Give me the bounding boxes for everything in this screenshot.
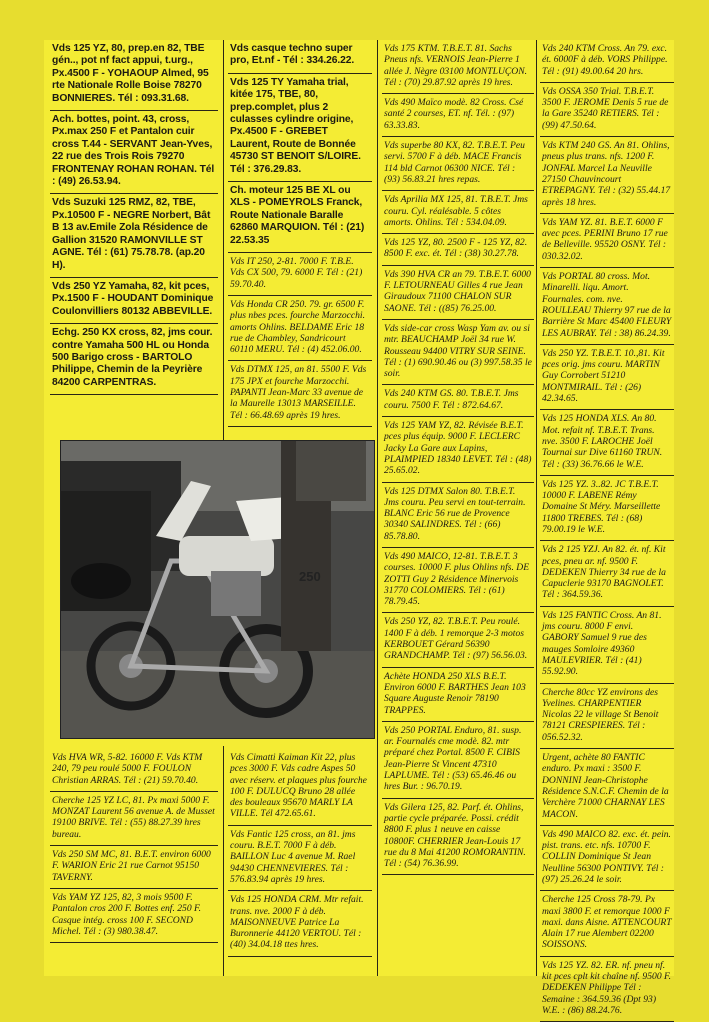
classified-ad: Vds 490 MAICO, 12-81. T.B.E.T. 3 courses. 10000 F. plus Ohlins nfs. DE ZOTTI Guy 2 Résidence Minervois 31770 COLOMIERS. Tél : (61) 78.79.45.	[382, 548, 534, 613]
classified-ad: Achète HONDA 250 XLS B.E.T. Environ 6000 F. BARTHES Jean 103 Square Auguste Renoir 78190 TRAPPES.	[382, 668, 534, 722]
classified-ad: Vds 250 YZ, 82. T.B.E.T. Peu roulé. 1400 F à déb. 1 remorque 2-3 motos KERBOUET Gérard 56390 GRANDCHAMP. Tél : (97) 56.56.03.	[382, 613, 534, 667]
classified-ad: Echg. 250 KX cross, 82, jms cour. contre Yamaha 500 HL ou Honda 500 Barigo cross - BARTOLO Philippe, Chemin de la Peyrière 84200 CARPENTRAS.	[50, 324, 218, 395]
bottom-column-2	[228, 749, 372, 957]
classified-ad: Vds OSSA 350 Trial. T.B.E.T. 3500 F. JEROME Denis 5 rue de la Gare 35240 RETIERS. Tél : (99) 47.50.64.	[540, 83, 674, 137]
classified-ad: Vds 175 KTM. T.B.E.T. 81. Sachs Pneus nfs. VERNOIS Jean-Pierre 1 allée J. Nègre 03100 MONTLUÇON. Tél : (70) 29.87.92 après 19 hres.	[382, 40, 534, 94]
classified-ad: Vds Honda CR 250. 79. gr. 6500 F. plus nbes pces. fourche Marzocchi. amorts Ohlins. BELDAME Eric 18 rue de Chambley, Sandricourt 60110 MERU. Tél : (4) 452.06.00.	[228, 296, 372, 361]
classified-ad: Cherche 125 Cross 78-79. Px maxi 3800 F. et remorque 1000 F maxi. dans Aisne. ATTENCOURT Alain 17 rue Alembert 02200 SOISSONS.	[540, 891, 674, 956]
classified-ad: Vds 250 PORTAL Enduro, 81. susp. ar. Fournalés cme modè. 82. mtr préparé chez Portal. 8500 F. CIBIS Jean-Pierre St Vincent 47310 LAPLUME. Tél : (53) 65.46.46 ou hres Bur. : 96.70.19.	[382, 722, 534, 799]
classified-ad: Vds 125 YZ, 80, prep.en 82, TBE gén.., pot nf fact appui, t.urg., Px.4500 F - YOHAOUP Almed, 95 rte Nationale Rolle Boise 78270 BONNIERES. Tél : 093.31.68.	[50, 40, 218, 111]
classified-ad: Vds KTM 240 GS. An 81. Ohlins, pneus plus trans. nfs. 1200 F. JONFAL Marcel La Neuville 27150 Chauvincourt ETREPAGNY. Tél : (32) 55.44.17 après 18 hres.	[540, 137, 674, 214]
classified-ad: Vds 240 KTM Cross. An 79. exc. ét. 6000F à déb. VORS Philippe. Tél : (91) 49.00.64 20 hrs.	[540, 40, 674, 83]
classified-ad: Vds 490 MAICO 82. exc. ét. pein. pist. trans. etc. nfs. 10700 F. COLLIN Dominique St Jean Neulline 56300 PONTIVY. Tél : (97) 25.26.24 le soir.	[540, 826, 674, 891]
classified-ad: Vds Aprilia MX 125, 81. T.B.E.T. Jms couru. Cyl. réalésable. 5 côtes amorts. Ohlins. Tél : 534.04.09.	[382, 191, 534, 234]
classified-ad: Vds DTMX 125, an 81. 5500 F. Vds 175 JPX et fourche Marzocchi. PAPANTI Jean-Marc 33 avenue de la Maurelle 13013 MARSEILLE. Tél : 66.48.69 après 19 hres.	[228, 361, 372, 426]
classified-ad: Vds 125 YAM YZ, 82. Révisée B.E.T. pces plus équip. 9000 F. LECLERC Jacky La Gare aux Lapins, PLAIMPIED 18340 LEVET. Tél : (48) 25.65.02.	[382, 417, 534, 482]
classified-ad: Ach. bottes, point. 43, cross, Px.max 250 F et Pantalon cuir cross T.44 - SERVANT Jean-Yves, 22 rue des Trois Rois 79270 FRONTENAY ROHAN ROHAN. Tél : (49) 26.53.94.	[50, 111, 218, 194]
classified-ad: Vds 250 SM MC, 81. B.E.T. environ 6000 F. WARION Eric 21 rue Carnot 95150 TAVERNY.	[50, 846, 218, 889]
classified-ad: Vds PORTAL 80 cross. Mot. Minarelli. liqu. Amort. Fournales. com. nve. ROULLEAU Thierry 97 rue de la Barrière St Marc 45400 FLEURY LES AUBRAY. Tél : 38) 86.24.39.	[540, 268, 674, 345]
classified-ad: Vds Cimatti Kaiman Kit 22, plus pces 3000 F. Vds cadre Aspes 50 avec réserv. et plaques plus fourche 100 F. DULUCQ Bruno 28 allée des bouleaux 95670 MARLY LA VILLE. Tél 472.65.61.	[228, 749, 372, 826]
classified-ad: Ch. moteur 125 BE XL ou XLS - POMEYROLS Franck, Route Nationale Baralle 62860 MARQUION. Tél : (21) 22.53.35	[228, 182, 372, 253]
classified-ad: Vds 490 Maïco modè. 82 Cross. Csé santé 2 courses, ET. nf. Tél. : (97) 63.33.83.	[382, 94, 534, 137]
classified-ad: Urgent, achète 80 FANTIC enduro. Px maxi : 3500 F. DONNINI Jean-Christophe Résidence S.N.C.F. Chemin de la Verchère 71000 CHARNAY LES MACON.	[540, 749, 674, 826]
classified-ad: Vds Suzuki 125 RMZ, 82, TBE, Px.10500 F - NEGRE Norbert, Bât B 13 av.Emile Zola Résidence de Gallion 31520 RAMONVILLE ST AGNE. Tél : (61) 75.78.78. (ap.20 H).	[50, 194, 218, 277]
classified-ad: Vds superbe 80 KX, 82. T.B.E.T. Peu servi. 5700 F à déb. MACE Francis 114 bld Carnot 06300 NICE. Tél : (93) 56.83.21 hres repas.	[382, 137, 534, 191]
column-1	[50, 40, 218, 395]
classified-ad: Vds 250 YZ Yamaha, 82, kit pces, Px.1500 F - HOUDANT Dominique Coulonvilliers 80132 ABBEVILLE.	[50, 278, 218, 324]
classified-ad: Vds 240 KTM GS. 80. T.B.E.T. Jms couru. 7500 F. Tél : 872.64.67.	[382, 385, 534, 417]
classified-ad: Vds 125 HONDA XLS. An 80. Mot. refait nf. T.B.E.T. Trans. nve. 3500 F. LAROCHE Joël Tournai sur Dive 61160 TRUN. Tél : (33) 36.76.66 le W.E.	[540, 410, 674, 475]
column-divider	[223, 746, 224, 976]
classified-ad: Vds YAM YZ. 81. B.E.T. 6000 F avec pces. PERINI Bruno 17 rue de Belleville. 95520 OSNY. Tél : 030.32.02.	[540, 214, 674, 268]
classified-ad: Vds 125 YZ, 80. 2500 F - 125 YZ, 82. 8500 F. exc. ét. Tél : (38) 30.27.78.	[382, 234, 534, 266]
classified-ad: Vds 390 HVA CR an 79. T.B.E.T. 6000 F. LETOURNEAU Gilles 4 rue Jean Giraudoux 71100 CHALON SUR SAONE. Tél : ((85) 76.25.00.	[382, 266, 534, 320]
classified-ad: Vds 125 TY Yamaha trial, kitée 175, TBE, 80, prep.complet, plus 2 culasses cylindre origine, Px.4500 F - GREBET Laurent, Route de Bonnée 45730 ST BENOIT S/LOIRE. Tél : 376.29.83.	[228, 74, 372, 182]
classified-ad: Vds side-car cross Wasp Yam av. ou si mtr. BEAUCHAMP Joël 34 rue W. Rousseau 94400 VITRY SUR SEINE. Tél : (1) 690.90.46 ou (3) 997.58.35 le soir.	[382, 320, 534, 385]
classified-ad: Vds 250 YZ. T.B.E.T. 10.,81. Kit pces orig. jms couru. MARTIN Guy Corrobert 51210 MONTMIRAIL. Tél : (26) 42.34.65.	[540, 345, 674, 410]
motorcycle-illustration	[61, 441, 374, 738]
column-4	[540, 40, 674, 1022]
classified-ad: Vds 2 125 YZJ. An 82. ét. nf. Kit pces, pneu ar. nf. 9500 F. DEDEKEN Thierry 34 rue de la Capuclerie 93170 BAGNOLET. Tél : 364.59.36.	[540, 541, 674, 606]
classified-ad: Vds 125 DTMX Salon 80. T.B.E.T. Jms couru. Peu servi en tout-terrain. BLANC Eric 56 rue de Provence 30340 SALINDRES. Tél : (66) 85.78.80.	[382, 483, 534, 548]
classified-ad: Vds 125 YZ. 3..82. JC T.B.E.T. 10000 F. LABENE Rémy Domaine St Méry. Marseillette 11800 TREBES. Tél : (68) 79.00.19 le W.E.	[540, 476, 674, 541]
classified-ad: Vds Gilera 125, 82. Parf. ét. Ohlins, partie cycle préparée. Possi. crédit 8800 F. plus 1 neuve en caisse 10800F. CHERRIER Jean-Louis 17 rue du 8 Mai 41200 ROMORANTIN. Tél : (54) 76.36.99.	[382, 799, 534, 876]
classified-ad: Vds 125 HONDA CRM. Mtr refait. trans. nve. 2000 F à déb. MAISONNEUVE Patrice La Buronnerie 44120 VERTOU. Tél : (40) 34.04.18 ttes hres.	[228, 891, 372, 956]
classified-ad: Vds casque techno super pro, Et.nf - Tél : 334.26.22.	[228, 40, 372, 74]
column-3	[382, 40, 534, 875]
motocross-photo	[60, 440, 375, 739]
classified-ad: Vds Fantic 125 cross, an 81. jms couru. B.E.T. 7000 F à déb. BAILLON Luc 4 avenue M. Rael 94430 CHENNEVIERES. Tél : 576.83.94 après 19 hres.	[228, 826, 372, 891]
classified-ad: Vds YAM YZ 125, 82, 3 mois 9500 F. Pantalon cros 200 F. Bottes enf. 250 F. Casque intég. cross 100 F. SECOND Michel. Tél : (3) 980.38.47.	[50, 889, 218, 943]
classified-ad: Vds 125 YZ. 82. ER. nf. pneu nf. kit pces cplt kit chaîne nf. 9500 F. DEDEKEN Philippe Tél : Semaine : 364.59.36 (Dpt 93) W.E. : (86) 88.24.76.	[540, 957, 674, 1022]
classified-ad: Cherche 80cc YZ environs des Yvelines. CHARPENTIER Nicolas 22 le village St Benoit 78121 CRESPIERES. Tél : 056.52.32.	[540, 684, 674, 749]
column-2	[228, 40, 372, 427]
classified-ad: Vds HVA WR, 5-82. 16000 F. Vds KTM 240, 79 peu roulé 5000 F. FOULON Christian ARRAS. Tél : (21) 59.70.40.	[50, 749, 218, 792]
classified-ad: Vds 125 FANTIC Cross. An 81. jms couru. 8000 F envi. GABORY Samuel 9 rue des mauges Somloire 49360 MAULEVRIER. Tél : (41) 55.92.90.	[540, 607, 674, 684]
classified-page	[44, 40, 674, 1016]
column-divider	[223, 40, 224, 440]
photo-plate-number: 250	[299, 569, 321, 584]
column-divider	[377, 40, 378, 976]
bottom-column-1	[50, 749, 218, 943]
classified-ad: Vds IT 250, 2-81. 7000 F. T.B.E. Vds CX 500, 79. 6000 F. Tél : (21) 59.70.40.	[228, 253, 372, 296]
classified-ad: Cherche 125 YZ LC, 81. Px maxi 5000 F. MONZAT Laurent 56 avenue A. de Musset 19100 BRIVE. Tél : (55) 88.27.39 hres bureau.	[50, 792, 218, 846]
column-divider	[536, 40, 537, 976]
